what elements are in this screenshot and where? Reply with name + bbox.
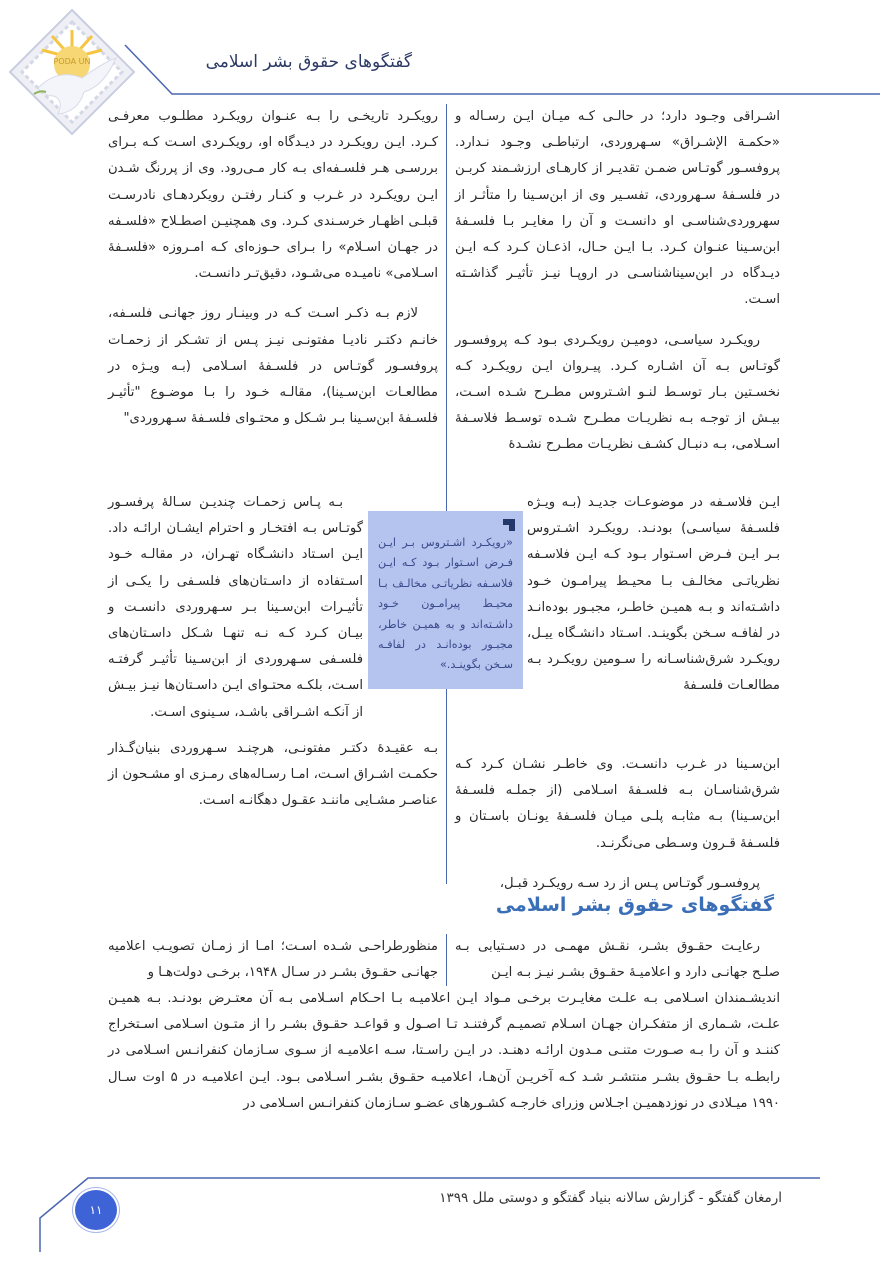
left-column-wrap — [108, 490, 363, 726]
section-left-column — [108, 934, 438, 986]
section-title: گفتگوهای حقوق بشر اسلامی — [495, 894, 774, 916]
right-column — [455, 104, 780, 459]
pull-quote — [368, 511, 523, 689]
paragraph: اندیشـمندان اسـلامی بـه علـت مغایـرت برخـی مـواد ایـن اعلامیـه بـا احـکام اسـلامی بـه آن معتـرض بودنـد. بـه همیـن علـت، شـماری از متفکـران جهـان اسـلام تصمیـم گرفتنـد تـا اصـول و قواعـد حقـوق بشـر را از متـون اسـلامی اسـتخراج کننـد و آن را بـه صـورت متنـی مـدون ارائـه دهنـد. در ایـن راسـتا، سـه اعلامیـه از سـوی سـازمان کنفرانـس اسـلامی در رابطـه بـا حقـوق بشـر منتشـر شـد کـه آخریـن آن‌هـا، اعلامیـه حقـوق بشـر اسـلامی بـود. ایـن اعلامیـه در ۵ اوت سـال ۱۹۹۰ میـلادی در نوزدهمیـن اجـلاس وزرای خارجـه کشـورهای عضـو سـازمان کنفرانـس اسـلامی در — [108, 991, 780, 1111]
right-column-tail — [455, 752, 780, 897]
paragraph: بـه عقیـدۀ دکتـر مفتونـی، هرچنـد سـهروردی بنیان‌گـذار حکمـت اشـراق اسـت، امـا رسـاله‌های رمـزی او مشـحون از عناصـر مشـایی ماننـد عقـول دهگانـه اسـت. — [108, 741, 438, 809]
left-column — [108, 104, 438, 432]
paragraph: اشـراقی وجـود دارد؛ در حالـی کـه میـان ایـن رسـاله و «حکمـة الإشـراق» سـهروردی، ارتباطـی وجـود نـدارد. پروفسـور گوتـاس ضمـن تقدیـر از کارهـای ارزشـمند کربـن در فلسـفۀ سـهروردی، تفسـیر وی از ابن‌سـینا را متأثـر از سهروردی‌شناسـی او دانسـت و آن را مغایـر بـا فلسـفۀ ابن‌سـینا عنـوان کـرد. بـا ایـن حـال، اذعـان کـرد کـه ایـن دیـدگاه در ابن‌سیناشناسـی در اروپـا نیـز تأثیـر گذاشـته اسـت. — [455, 109, 780, 308]
left-column-tail — [108, 736, 438, 815]
paragraph: رعایـت حقـوق بشـر، نقـش مهمـی در دسـتیابی بـه صلـح جهانـی دارد و اعلامیـۀ حقـوق بشـر نیـز بـه ایـن — [455, 939, 780, 981]
paragraph: ایـن فلاسـفه در موضوعـات جدیـد (بـه ویـژه فلسـفۀ سیاسـی) بودنـد. رویکـرد اشـتروس بـر ایـن فـرض اسـتوار بـود کـه ایـن فلاسـفه نظریاتـی مخالـف بـا محیـط پیرامـون خـود داشـته‌اند و بـه همیـن خاطـر، مجبـور بوده‌انـد در لفافـه سـخن بگوینـد. اسـتاد دانشـگاه ییـل، رویکـرد شرق‌شناسـانه را سـومین رویکـرد بـه مطالعـات فلسـفۀ — [527, 495, 780, 694]
paragraph: بـه پـاس زحمـات چندیـن سـالۀ پرفسـور گوتـاس بـه افتخـار و احترام ایشـان ارائـه داد. ایـن اسـتاد دانشـگاه تهـران، در مقالـه خـود اسـتفاده از داسـتان‌های فلسـفی را یکـی از تأثیـرات ابن‌سـینا بـر سـهروردی دانسـت و بیـان کـرد کـه نـه تنهـا شـکل داسـتان‌های فلسـفی سـهروردی از ابن‌سـینا تأثیـر گرفتـه اسـت، بلکـه محتـوای ایـن داسـتان‌ها نیـز بیـش از آنکـه اشـراقی باشـد، سـینوی اسـت. — [108, 495, 363, 720]
paragraph: رویکـرد تاریخـی را بـه عنـوان رویکـرد مطلـوب معرفـی کـرد. ایـن رویکـرد در دیـدگاه او، رویکـردی اسـت کـه بـرای بررسـی هـر فلسـفه‌ای بـه کار مـی‌رود. وی از پررنگ شـدن ایـن رویکـرد در غـرب و کنـار رفتـن رویکردهـای نادرسـت قبلـی اظهـار خرسـندی کـرد. وی همچنیـن اصطـلاح «فلسـفه در جهـان اسـلام» را بـرای حـوزه‌ای کـه امـروزه «فلسـفۀ اسـلامی» نامیـده می‌شـود، دقیق‌تـر دانسـت. — [108, 109, 438, 282]
section-full-width — [108, 986, 780, 1117]
publication-title: ارمغان گفتگو - گزارش سالانه بنیاد گفتگو و دوستی ملل ۱۳۹۹ — [439, 1190, 782, 1206]
section-right-column — [455, 934, 780, 986]
column-divider — [446, 934, 447, 986]
paragraph: پروفسـور گوتـاس پـس از رد سـه رویکـرد قبـل، — [499, 875, 760, 891]
page-number: ۱۱ — [89, 1203, 103, 1217]
right-column-wrap — [527, 490, 780, 700]
paragraph: ابن‌سـینا در غـرب دانسـت. وی خاطـر نشـان کـرد کـه شرق‌شناسـان بـه فلسـفۀ اسـلامی (از جملـه فلسـفۀ ابن‌سـینا) بـه مثابـه پلـی میـان فلسـفۀ یونـان باسـتان و فلسـفۀ قـرون وسـطی می‌نگرنـد. — [455, 757, 780, 851]
paragraph: رویکـرد سیاسـی، دومیـن رویکـردی بـود کـه پروفسـور گوتـاس بـه آن اشـاره کـرد. پیـروان ایـن رویکـرد کـه نخسـتین بـار توسـط لنـو اشـتروس مطـرح شـده اسـت، بیـش از توجـه بـه نظریـات مطـرح شـده توسـط فلاسـفۀ اسـلامی، بـه دنبـال کشـف نظریـات مطـرح نشـدۀ — [455, 332, 780, 453]
svg-text:PODA UN: PODA UN — [53, 57, 91, 66]
column-divider — [446, 104, 447, 884]
page-number-badge — [75, 1190, 117, 1230]
footer-rule — [0, 1160, 892, 1262]
running-title: گفتگوهای حقوق بشر اسلامی — [205, 52, 412, 72]
paragraph: منظورطراحـی شـده اسـت؛ امـا از زمـان تصویـب اعلامیه جهانـی حقـوق بشـر در سـال ۱۹۴۸، برخـی دولت‌هـا و — [108, 939, 438, 981]
pull-quote-text: «رویکـرد اشـتروس بـر ایـن فـرض اسـتوار بـود کـه ایـن فلاسـفه نظریاتـی مخالـف بـا محیـط پیرامـون خـود داشـته‌اند و به همیـن خاطر، مجبـور بوده‌انـد در لفافـه سـخن بگوینـد.» — [378, 536, 513, 672]
paragraph: لازم بـه ذکـر اسـت کـه در وبینـار روز جهانـی فلسـفه، خانـم دکتـر نادیـا مفتونـی نیـز پـس از تشـکر از زحمـات پروفسـور گوتـاس در فلسـفۀ اسـلامی (بـه ویـژه در مطالعـات ابن‌سـینا)، مقالـه خـود را بـا موضـوع "تأثیـر فلسـفۀ ابن‌سـینا بـر شـکل و محتـوای فلسـفۀ سـهروردی" — [108, 306, 438, 427]
quote-corner-icon — [503, 519, 515, 531]
